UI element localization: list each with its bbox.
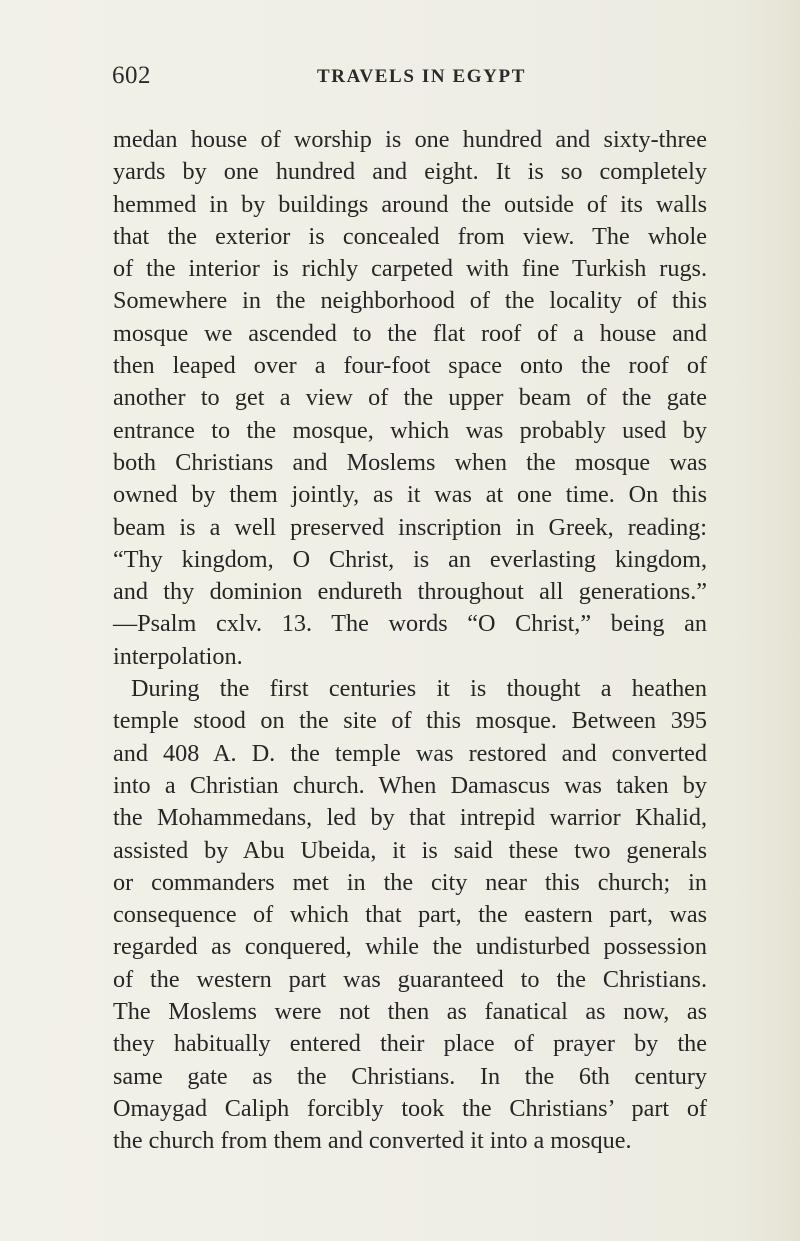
text-line: interpolation. — [113, 642, 243, 670]
text-line: beam is a well preserved inscription in Greek, reading: — [113, 513, 707, 541]
text-line: regarded as conquered, while the undisturbed possession — [113, 933, 707, 961]
text-line: and thy dominion endureth throughout all generations.” — [113, 578, 707, 606]
text-line: entrance to the mosque, which was probably used by — [113, 416, 707, 444]
text-line: Omaygad Caliph forcibly took the Christians’ part of — [113, 1094, 707, 1122]
text-line: Somewhere in the neighborhood of the locality of this — [113, 287, 707, 315]
text-line: During the first centuries it is thought a heathen — [131, 675, 707, 703]
text-line: of the western part was guaranteed to the Christians. — [113, 965, 707, 993]
text-line: consequence of which that part, the eastern part, was — [113, 901, 707, 929]
text-line: hemmed in by buildings around the outside of its walls — [113, 190, 707, 218]
text-line: they habitually entered their place of prayer by the — [113, 1030, 707, 1058]
text-line: “Thy kingdom, O Christ, is an everlasting kingdom, — [113, 545, 707, 573]
text-line: owned by them jointly, as it was at one time. On this — [113, 481, 707, 509]
text-line: the Mohammedans, led by that intrepid warrior Khalid, — [113, 804, 707, 832]
text-line: same gate as the Christians. In the 6th century — [113, 1062, 707, 1090]
body-text — [113, 124, 707, 1158]
text-line: or commanders met in the city near this church; in — [113, 868, 707, 896]
text-line: into a Christian church. When Damascus was taken by — [113, 771, 707, 799]
text-line: yards by one hundred and eight. It is so completely — [113, 158, 707, 186]
text-line: that the exterior is concealed from view. The whole — [113, 222, 707, 250]
text-line: The Moslems were not then as fanatical as now, as — [113, 998, 707, 1026]
text-line: assisted by Abu Ubeida, it is said these two generals — [113, 836, 707, 864]
text-line: the church from them and converted it into a mosque. — [113, 1127, 632, 1155]
text-line: of the interior is richly carpeted with fine Turkish rugs. — [113, 255, 707, 283]
text-line: then leaped over a four-foot space onto the roof of — [113, 352, 707, 380]
text-line: another to get a view of the upper beam of the gate — [113, 384, 707, 412]
text-line: medan house of worship is one hundred and sixty-three — [113, 126, 707, 153]
text-line: mosque we ascended to the flat roof of a house and — [113, 319, 707, 347]
text-line: —Psalm cxlv. 13. The words “O Christ,” being an — [113, 610, 707, 638]
page-header — [112, 62, 692, 96]
running-head: TRAVELS IN EGYPT — [317, 66, 526, 87]
text-line: both Christians and Moslems when the mosque was — [113, 448, 707, 476]
text-line: and 408 A. D. the temple was restored and converted — [113, 739, 707, 767]
text-line: temple stood on the site of this mosque. Between 395 — [113, 707, 707, 735]
page-number: 602 — [112, 62, 151, 89]
